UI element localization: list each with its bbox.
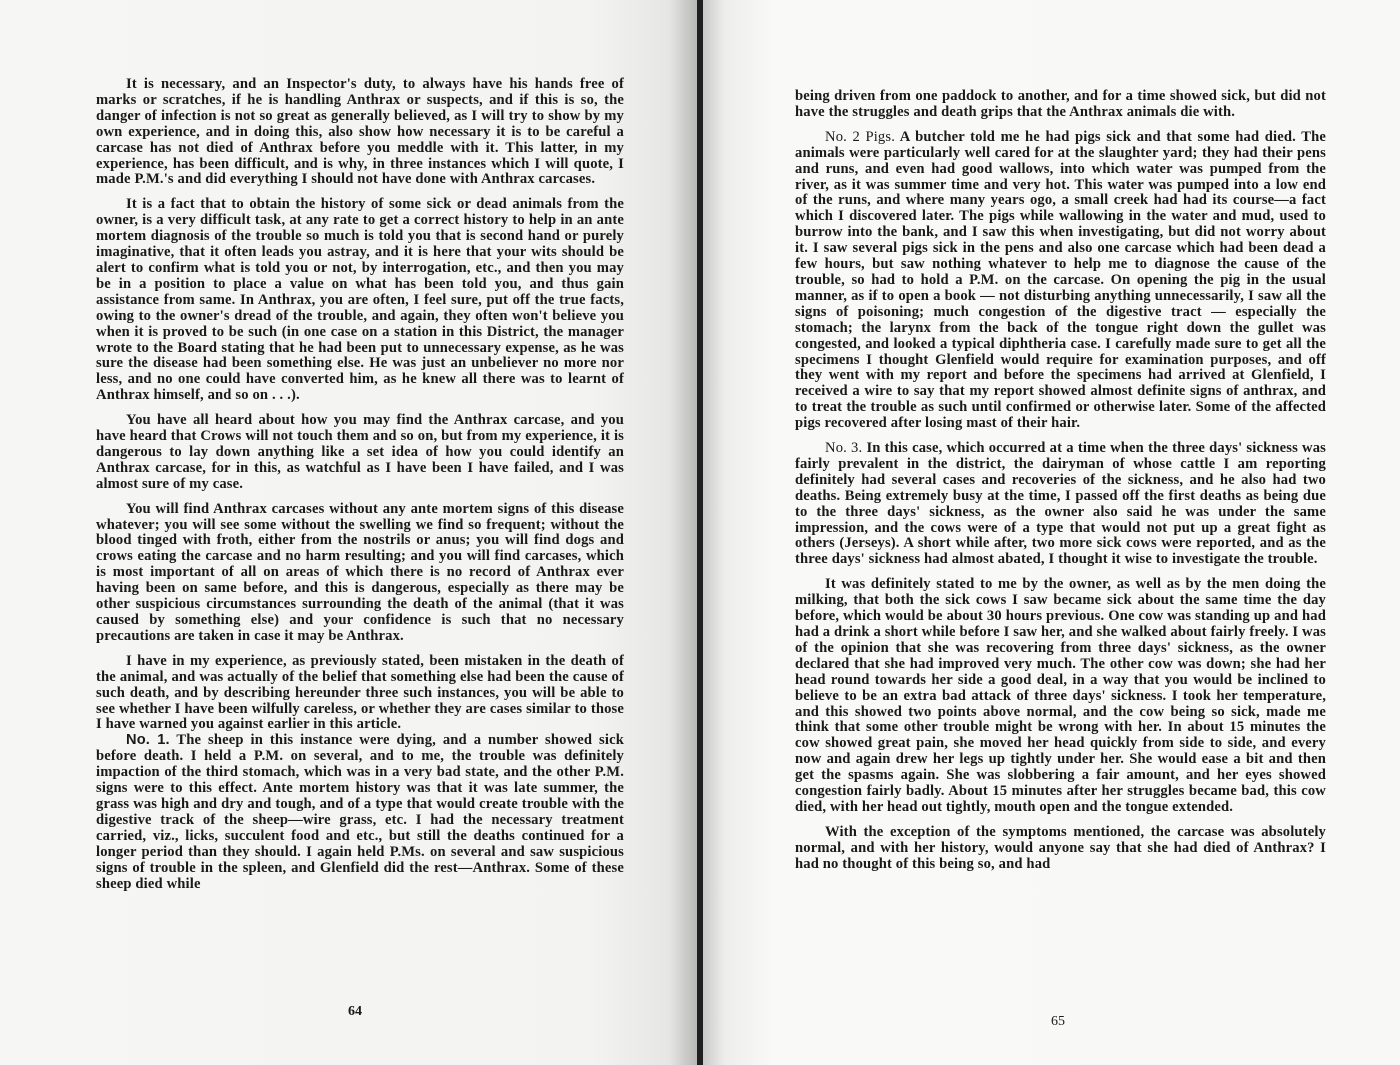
left-page-text [96,77,624,892]
case-2-paragraph [795,130,1326,432]
paragraph: It was definitely stated to me by the owner, as well as by the men doing the milking, that both the sick cows I saw became sick about the same time the day before, which would be about 30 hours previous. One cow was standing up and had had a drink a short while before I saw her, and she walked about fairly freely. I was of the opinion that she was recovering from three days' sickness, as the owner declared that she had improved very much. The other cow was down; she had her head round towards her side a good deal, in a way that you would be inclined to believe to be an extra bad attack of three days' sickness. I took her temperature, and this showed two points above normal, and the cow being so sick, made me think that some other trouble might be wrong with her. In about 15 minutes the cow showed great pain, she moved her head quickly from side to side, and every now and again drew her legs up tightly under her. She would ease a bit and then get the spasms again. She was slobbering a fair amount, and her eyes showed congestion fairly badly. About 15 minutes after her struggles became bad, this cow died, with her head out tightly, mouth open and the tongue extended. [795,576,1327,815]
paragraph: You have all heard about how you may find the Anthrax carcase, and you have heard that Crows will not touch them and so on, but from my experience, it is dangerous to lay down anything like a set idea of how you could identify an Anthrax carcase, for in this, as watchful as I have been I have failed, and I was almost sure of my case. [96,412,624,492]
case-3-heading: No. 3. [825,440,863,457]
right-page [703,0,1400,1065]
paragraph: It is necessary, and an Inspector's duty, to always have his hands free of marks or scratches, if he is handling Anthrax or suspects, and if this is so, the danger of infection is not so great as generally believed, as I will try to show by my own experience, and in doing this, also show how necessary it is to be careful a carcase has not died of Anthrax before you meddle with it. This latter, in my experience, has been difficult, and is why, in three instances which I will quote, I made P.M.'s and did everything I should not have done with Anthrax carcases. [96,76,624,188]
paragraph: With the exception of the symptoms mentioned, the carcase was absolutely normal, and with her history, would anyone say that she had died of Anthrax? I had no thought of this being so, and had [795,823,1326,872]
right-page-text [795,89,1326,873]
case-3-paragraph [795,441,1326,568]
case-1-text: The sheep in this instance were dying, and a number showed sick before death. I held a P.M. on several, and to me, the trouble was definitely impaction of the third stomach, which was in a very bad state, and the other P.M. signs were to this effect. Ante mortem history was that it was late summer, the grass was high and dry and tough, and of a type that would create trouble with the digestive track of the sheep—wire grass, etc. I had the necessary treatment carried, viz., licks, succulent food and etc., but still the deaths continued for a longer period than they should. I again held P.Ms. on several and saw suspicious signs of trouble in the spleen, and Glenfield did the rest—Anthrax. Some of these sheep died while [96,732,624,892]
case-1-paragraph [96,733,624,892]
page-number-left: 64 [348,1004,362,1019]
page-number-right: 65 [1051,1014,1065,1029]
case-1-heading: No. 1. [126,732,170,749]
continuation-paragraph: being driven from one paddock to another, and for a time showed sick, but did not have the struggles and death grips that the Anthrax animals die with. [795,88,1326,120]
left-page [0,0,697,1065]
case-2-heading: No. 2 Pigs. [825,128,895,145]
case-2-text: A butcher told me he had pigs sick and that some had died. The animals were particularly well cared for at the slaughter yard; they had their pens and runs, and even had good wallows, into which water was pumped from the river, as it was summer time and very hot. This water was pumped into a low end of the runs, and where many years ogo, a small creek had had its course—a fact which I discovered later. The pigs while wallowing in the water and mud, used to burrow into the bank, and I saw this when investigating, but did not worry about it. I saw several pigs sick in the pens and also one carcase which had been dead a few hours, but saw nothing whatever to help me to diagnose the cause of the trouble, so had to hold a P.M. on the carcase. On opening the pig in the usual manner, as if to open a book — not disturbing anything unnecessarily, I saw all the signs of poisoning; much congestion of the digestive tract — especially the stomach; the larynx from the back of the tongue right down the gullet was congested, and looked a typical diphtheria case. I carefully made sure to get all the specimens I thought Glenfield would require for examination purposes, and off they went with my report and before the specimens had arrived at Glenfield, I received a wire to say that my report showed almost definite signs of anthrax, and to treat the trouble as such until confirmed or otherwise later. Some of the affected pigs recovered after losing mast of their hair. [795,128,1326,432]
paragraph: It is a fact that to obtain the history of some sick or dead animals from the owner, is a very difficult task, at any rate to get a correct history to help in an ante mortem diagnosis of the trouble so much is told you that is second hand or purely imaginative, that it often leads you astray, and it is here that your wits should be alert to confirm what is told you or not, by interrogation, etc., and then you may be in a position to place a value on what has been told you, and thus gain assistance from same. In Anthrax, you are often, I feel sure, put off the true facts, owing to the owner's dread of the trouble, and again, they often won't believe you when it is proved to be such (in one case on a station in this District, the manager wrote to the Board stating that he had been put to unnecessary expense, as he was sure the disease had been something else. He was just an unbeliever no more nor less, and no one could have converted him, as he knew all there was to learnt of Anthrax himself, and so on . . .). [96,196,624,404]
case-3-text: In this case, which occurred at a time when the three days' sickness was fairly prevalent in the district, the dairyman of whose cattle I am reporting definitely had several cases and recoveries of the sickness, and he also had two deaths. Being extremely busy at the time, I passed off the first deaths as being due to the three days' sickness, as the owner also said he was under the same impression, and the cows were of a type that would not put up a great fight as others (Jerseys). A short while after, two more sick cows were reported, and as the three days' sickness had almost abated, I thought it wise to investigate the trouble. [795,440,1326,568]
paragraph: You will find Anthrax carcases without any ante mortem signs of this disease whatever; you will see some without the swelling we find so frequent; without the blood tinged with froth, either from the nostrils or anus; you will find dogs and crows eating the carcase and no harm resulting; and you will find carcases, which is most important of all on areas of which there is no record of Anthrax ever having been on same before, and this is dangerous, especially as there may be other suspicious circumstances surrounding the death of the animal (that it was caused by something else) and your confidence is such that no necessary precautions are taken in case it may be Anthrax. [96,500,624,644]
paragraph: I have in my experience, as previously stated, been mistaken in the death of the animal, and was actually of the belief that something else had been the cause of such death, and by describing hereunder three such instances, you will be able to see whether I have been wilfully careless, or whether they are cases similar to those I have warned you against earlier in this article. [96,652,624,733]
